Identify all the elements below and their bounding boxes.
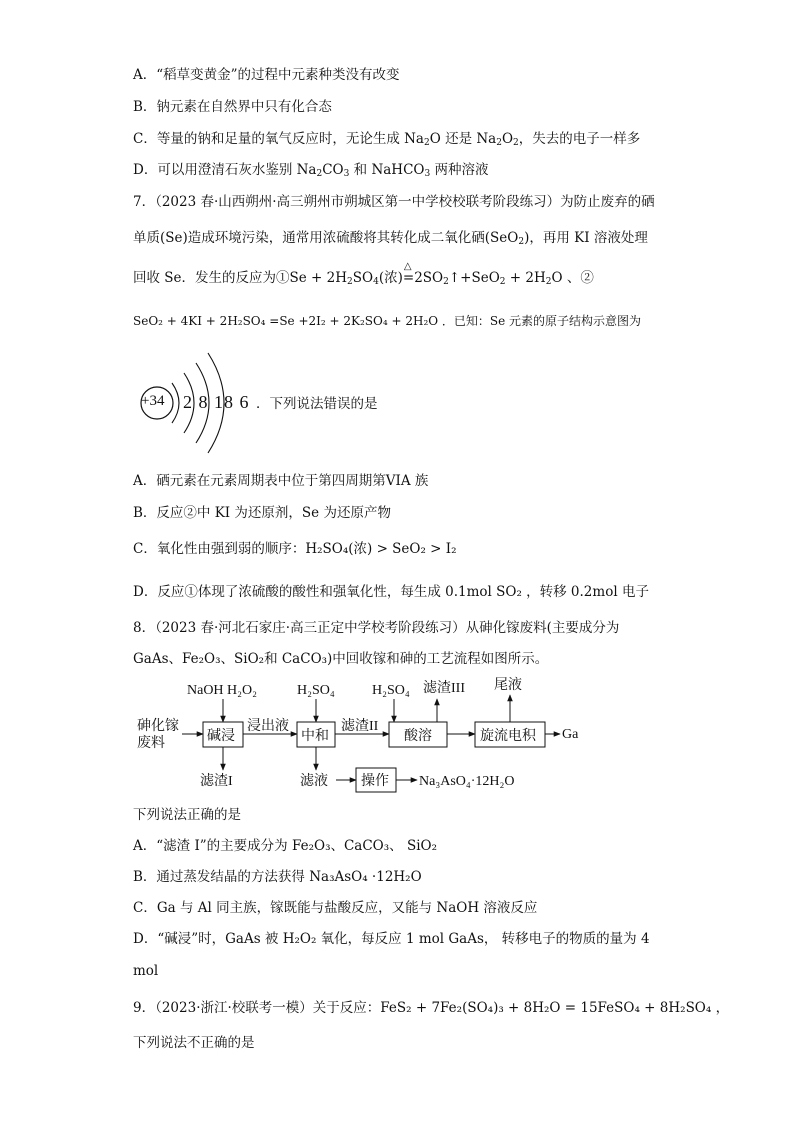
q7-option-d: D．反应①体现了浓硫酸的酸性和强氧化性，每生成 0.1mol SO₂ ，转移 0.2mol 电子 (133, 584, 649, 600)
label-h2so4-1: H₂SO₄ (297, 683, 335, 698)
label-salt-product: Na₃AsO₄·12H₂O (419, 774, 515, 789)
label-naoh-h2o2: NaOH H₂O₂ (187, 683, 258, 698)
label-filtrate: 滤液 (300, 774, 328, 789)
q8-option-d-cont: mol (133, 963, 159, 979)
q6-option-b: B．钠元素在自然界中只有化合态 (133, 99, 332, 115)
q7-stem-line1: 7．（2023 春·山西朔州·高三朔州市朔城区第一中学校校联考阶段练习）为防止废弃的硒 (133, 194, 655, 210)
q8-stem-line1: 8．（2023 春·河北石家庄·高三正定中学校考阶段练习）从砷化镓废料(主要成分为 (133, 620, 620, 636)
q7-stem-line4: SeO₂ + 4KI + 2H₂SO₄ =Se +2I₂ + 2K₂SO₄ + 2H₂O ．已知：Se 元素的原子结构示意图为 (133, 314, 642, 328)
label-ga-product: Ga (562, 727, 579, 742)
label-tail-liquid: 尾液 (494, 678, 522, 693)
q8-stem-question: 下列说法正确的是 (133, 807, 241, 823)
label-residue2: 滤渣II (341, 719, 379, 734)
label-h2so4-2: H₂SO₄ (372, 683, 410, 698)
q8-option-a: A．“滤渣 I”的主要成分为 Fe₂O₃、CaCO₃、 SiO₂ (133, 838, 438, 854)
nucleus-charge: +34 (141, 393, 165, 409)
selenium-atom-structure-diagram (138, 346, 258, 456)
text-alkali-leach: 碱浸 (207, 729, 235, 744)
q7-stem-line3: 回收 Se．发生的反应为①Se + $2H_2SO_4$(浓) △ $=2SO_2↑+SeO_2 + 2H_2O$ 、② (133, 269, 594, 287)
q7-option-b: B．反应②中 KI 为还原剂，Se 为还原产物 (133, 505, 391, 521)
text-electrowinning: 旋流电积 (480, 729, 536, 744)
q6-option-a: A．“稻草变黄金”的过程中元素种类没有改变 (133, 67, 400, 83)
electron-counts: 2 8 18 6 (183, 392, 250, 412)
label-feed-1: 砷化镓 (137, 719, 179, 734)
q7-option-c: C．氧化性由强到弱的顺序：H₂SO₄(浓) > SeO₂ > I₂ (133, 541, 457, 557)
label-leachate: 浸出液 (247, 719, 289, 734)
label-feed-2: 废料 (137, 736, 165, 751)
q9-stem-line1: 9．（2023·浙江·校联考一模）关于反应：FeS₂ + 7Fe₂(SO₄)₃ + 8H₂O = 15FeSO₄ + 8H₂SO₄ ， (133, 1000, 730, 1016)
label-residue3: 滤渣III (423, 681, 465, 696)
q8-option-b: B．通过蒸发结晶的方法获得 Na₃AsO₄ ·12H₂O (133, 869, 422, 885)
text-operation: 操作 (361, 774, 389, 789)
text-acid-dissolve: 酸溶 (404, 729, 432, 744)
heat-condition-mark: △ (403, 261, 412, 272)
flowchart-svg (130, 675, 600, 800)
q6-option-c: C．等量的钠和足量的氧气反应时，无论生成 $Na_2O$ 还是 $Na_2O_2$，失去的电子一样多 (133, 131, 641, 148)
q7-option-a: A．硒元素在元素周期表中位于第四周期第VIA 族 (133, 473, 429, 489)
text-neutralize: 中和 (301, 729, 329, 744)
q7-stem-line2: 单质(Se)造成环境污染，通常用浓硫酸将其转化成二氧化硒(SeO$_2$)，再用 KI 溶液处理 (133, 230, 648, 247)
q8-option-d: D．“碱浸”时，GaAs 被 H₂O₂ 氧化，每反应 1 mol GaAs， 转移电子的物质的量为 4 (133, 931, 650, 947)
q7-stem-line5: ．下列说法错误的是 (256, 396, 378, 412)
q6-option-d: D．可以用澄清石灰水鉴别 $Na_2CO_3$ 和 NaHCO$_3$ 两种溶液 (133, 162, 489, 179)
q9-stem-line2: 下列说法不正确的是 (133, 1035, 255, 1051)
process-flowchart (130, 675, 600, 800)
q8-stem-line2: GaAs、Fe₂O₃、SiO₂和 CaCO₃)中回收镓和砷的工艺流程如图所示。 (133, 651, 549, 667)
label-residue1: 滤渣I (200, 774, 233, 789)
q8-option-c: C．Ga 与 Al 同主族，镓既能与盐酸反应，又能与 NaOH 溶液反应 (133, 900, 538, 916)
